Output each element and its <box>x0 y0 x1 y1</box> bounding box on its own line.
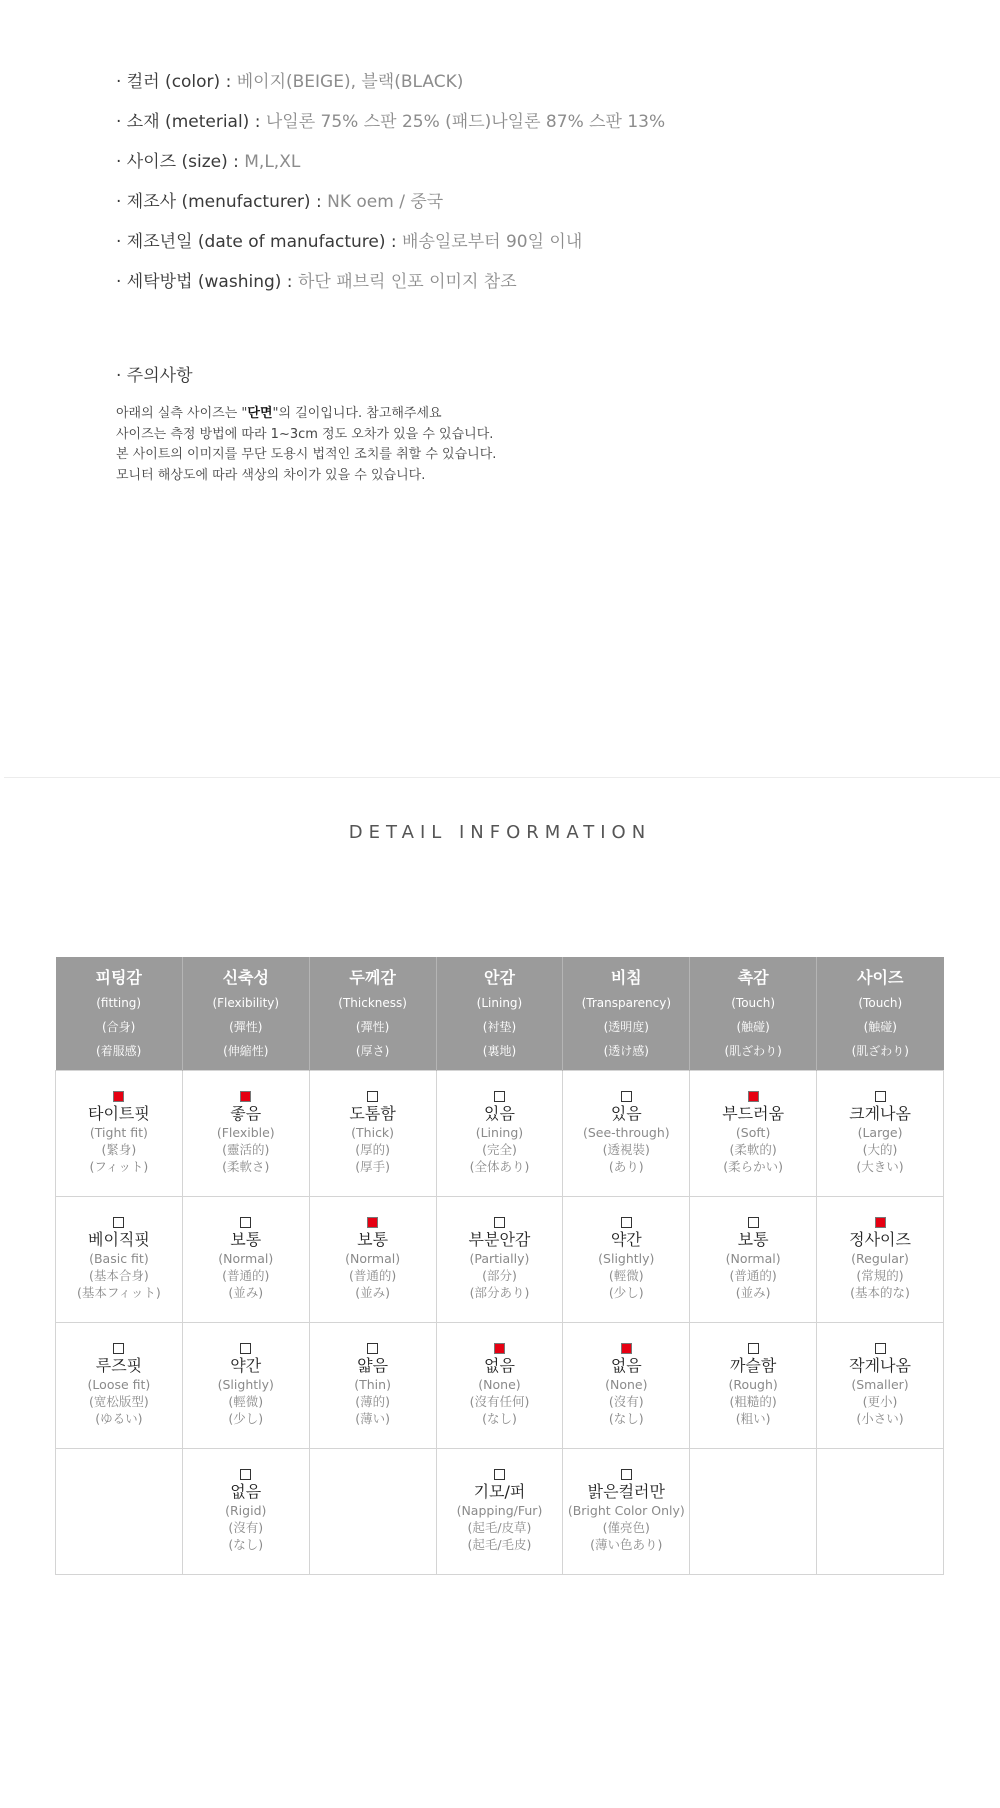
option-main-label: 기모/퍼 <box>473 1481 526 1501</box>
header-en-label: (fitting) <box>96 996 142 1011</box>
detail-information-title: DETAIL INFORMATION <box>348 822 652 843</box>
option-cell <box>309 1196 436 1322</box>
option-jp-label: (全体あり) <box>469 1158 530 1174</box>
option-main-label: 있음 <box>483 1103 515 1123</box>
header-jp-label: (肌ざわり) <box>724 1044 782 1059</box>
option-main-label: 도톰함 <box>349 1103 396 1123</box>
header-en-label: (Lining) <box>476 996 523 1011</box>
unchecked-box-icon <box>748 1217 759 1228</box>
checked-box-icon <box>875 1217 886 1228</box>
option-en-label: (Normal) <box>345 1250 401 1266</box>
option-jp-label: (小さい) <box>856 1410 904 1426</box>
option-jp-label: (あり) <box>608 1158 644 1174</box>
option-jp-label: (並み) <box>228 1284 264 1300</box>
option-cell <box>309 1322 436 1448</box>
notice-text: "의 길이입니다. 참고해주세요 <box>272 406 442 421</box>
option-en-label: (Regular) <box>851 1250 909 1266</box>
header-jp-label: (透け感) <box>603 1044 649 1059</box>
option-main-label: 좋음 <box>230 1103 262 1123</box>
option-cn-label: (緊身) <box>101 1141 137 1157</box>
option-cell <box>563 1322 690 1448</box>
spec-date-of-manufacture <box>116 230 976 270</box>
option-en-label: (None) <box>605 1376 648 1392</box>
header-main-label: 비침 <box>610 968 642 988</box>
option-cell <box>436 1196 563 1322</box>
option-jp-label: (起毛/毛皮) <box>467 1536 532 1552</box>
option-en-label: (Basic fit) <box>89 1250 149 1266</box>
table-header-cell <box>56 957 183 1070</box>
option-main-label: 정사이즈 <box>849 1229 911 1249</box>
option-cn-label: (完全) <box>482 1141 517 1157</box>
option-cell <box>690 1322 817 1448</box>
option-main-label: 없음 <box>483 1355 515 1375</box>
option-cn-label: (沒有) <box>608 1393 644 1409</box>
unchecked-box-icon <box>621 1469 632 1480</box>
unchecked-box-icon <box>621 1091 632 1102</box>
unchecked-box-icon <box>621 1217 632 1228</box>
unchecked-box-icon <box>240 1343 251 1354</box>
option-en-label: (Partially) <box>469 1250 530 1266</box>
option-cn-label: (薄的) <box>355 1393 390 1409</box>
spec-size <box>116 150 976 190</box>
option-main-label: 타이트핏 <box>88 1103 150 1123</box>
option-cn-label: (沒有任何) <box>469 1393 530 1409</box>
option-cell <box>309 1448 436 1574</box>
spec-label: · 제조년일 (date of manufacture) : <box>116 232 403 252</box>
spec-label: · 사이즈 (size) : <box>116 152 245 172</box>
option-jp-label: (大きい) <box>856 1158 904 1174</box>
spec-value: 하단 패브릭 인포 이미지 참조 <box>297 272 517 292</box>
header-en-label: (Flexibility) <box>212 996 280 1011</box>
unchecked-box-icon <box>240 1217 251 1228</box>
header-cn-label: (彈性) <box>229 1020 263 1035</box>
option-cell <box>817 1196 944 1322</box>
table-header-cell <box>817 957 944 1070</box>
option-main-label: 보통 <box>357 1229 389 1249</box>
notice-line: 본 사이트의 이미지를 무단 도용시 법적인 조치를 취할 수 있습니다. <box>116 447 497 462</box>
option-en-label: (Thin) <box>354 1376 391 1392</box>
option-cell <box>182 1322 309 1448</box>
header-cn-label: (触碰) <box>863 1020 897 1035</box>
option-cell <box>309 1070 436 1196</box>
option-jp-label: (ゆるい) <box>95 1410 143 1426</box>
option-cell <box>690 1196 817 1322</box>
table-header-cell <box>563 957 690 1070</box>
table-row <box>56 1322 944 1448</box>
option-cn-label: (更小) <box>862 1393 898 1409</box>
option-main-label: 없음 <box>230 1481 262 1501</box>
notice-line: 사이즈는 측정 방법에 따라 1~3cm 정도 오차가 있을 수 있습니다. <box>116 426 494 442</box>
option-en-label: (Tight fit) <box>89 1124 148 1140</box>
header-jp-label: (裏地) <box>482 1044 517 1059</box>
option-jp-label: (部分あり) <box>469 1284 530 1300</box>
option-main-label: 작게나옴 <box>849 1355 911 1375</box>
option-cn-label: (基本合身) <box>89 1267 149 1283</box>
option-main-label: 약간 <box>230 1355 262 1375</box>
option-cn-label: (大的) <box>862 1141 898 1157</box>
spec-material <box>116 110 976 150</box>
option-en-label: (Normal) <box>725 1250 781 1266</box>
header-jp-label: (厚さ) <box>355 1044 390 1059</box>
option-cn-label: (部分) <box>482 1267 517 1283</box>
option-jp-label: (並み) <box>735 1284 771 1300</box>
spec-value: NK oem / 중국 <box>327 192 444 212</box>
header-main-label: 신축성 <box>222 968 269 988</box>
option-en-label: (Loose fit) <box>87 1376 151 1392</box>
header-cn-label: (彈性) <box>355 1020 390 1035</box>
table-body <box>56 1070 944 1574</box>
option-cn-label: (常規的) <box>856 1267 904 1283</box>
option-main-label: 크게나옴 <box>849 1103 911 1123</box>
unchecked-box-icon <box>494 1469 505 1480</box>
header-en-label: (Thickness) <box>338 996 407 1011</box>
option-en-label: (Slightly) <box>217 1376 274 1392</box>
option-jp-label: (柔軟さ) <box>222 1158 270 1174</box>
option-main-label: 약간 <box>610 1229 642 1249</box>
option-en-label: (Flexible) <box>216 1124 275 1140</box>
unchecked-box-icon <box>875 1343 886 1354</box>
option-main-label: 없음 <box>610 1355 642 1375</box>
table-row <box>56 1070 944 1196</box>
header-jp-label: (肌ざわり) <box>851 1044 909 1059</box>
option-main-label: 보통 <box>737 1229 769 1249</box>
option-jp-label: (フィット) <box>89 1158 149 1174</box>
table-row <box>56 1448 944 1574</box>
checked-box-icon <box>621 1343 632 1354</box>
option-main-label: 밝은컬러만 <box>587 1481 665 1501</box>
option-en-label: (Bright Color Only) <box>567 1502 685 1518</box>
option-jp-label: (薄い色あり) <box>590 1536 663 1552</box>
option-cell <box>817 1070 944 1196</box>
option-cell <box>817 1448 944 1574</box>
option-jp-label: (なし) <box>228 1536 264 1552</box>
option-cell <box>690 1070 817 1196</box>
option-cell <box>56 1196 183 1322</box>
header-main-label: 안감 <box>483 968 515 988</box>
detail-information-table <box>55 957 944 1575</box>
notice-line: 모니터 해상도에 따라 색상의 차이가 있을 수 있습니다. <box>116 467 426 483</box>
option-cell <box>563 1196 690 1322</box>
option-main-label: 있음 <box>610 1103 642 1123</box>
option-en-label: (Napping/Fur) <box>456 1502 543 1518</box>
option-jp-label: (薄い) <box>355 1410 390 1426</box>
option-jp-label: (基本的な) <box>850 1284 910 1300</box>
option-cn-label: (沒有) <box>228 1519 264 1535</box>
option-jp-label: (並み) <box>355 1284 390 1300</box>
option-cell <box>56 1070 183 1196</box>
spec-value: M,L,XL <box>244 152 301 172</box>
header-cn-label: (合身) <box>101 1020 136 1035</box>
spec-label: · 컬러 (color) : <box>116 72 237 92</box>
spec-value: 나일론 75% 스판 25% (패드)나일론 87% 스판 13% <box>265 112 666 132</box>
option-cell <box>56 1322 183 1448</box>
unchecked-box-icon <box>367 1343 378 1354</box>
header-jp-label: (着服感) <box>95 1044 142 1059</box>
option-jp-label: (なし) <box>482 1410 517 1426</box>
notice-section <box>116 364 976 486</box>
unchecked-box-icon <box>875 1091 886 1102</box>
option-jp-label: (少し) <box>228 1410 264 1426</box>
option-cn-label: (透視裝) <box>602 1141 650 1157</box>
unchecked-box-icon <box>494 1217 505 1228</box>
spec-washing <box>116 270 976 310</box>
option-main-label: 부분안감 <box>468 1229 531 1249</box>
option-cell <box>436 1322 563 1448</box>
option-cn-label: (柔軟的) <box>729 1141 777 1157</box>
table-header-cell <box>690 957 817 1070</box>
header-cn-label: (触碰) <box>736 1020 770 1035</box>
option-jp-label: (基本フィット) <box>77 1284 161 1300</box>
checked-box-icon <box>240 1091 251 1102</box>
unchecked-box-icon <box>367 1091 378 1102</box>
header-main-label: 촉감 <box>737 968 769 988</box>
header-en-label: (Touch) <box>731 996 776 1011</box>
option-cn-label: (普通的) <box>348 1267 397 1283</box>
notice-emphasis: 단면 <box>247 406 273 421</box>
option-cell <box>436 1070 563 1196</box>
option-cn-label: (宽松版型) <box>89 1393 149 1409</box>
notice-line <box>116 404 976 425</box>
spec-label: · 소재 (meterial) : <box>116 112 266 132</box>
option-en-label: (Normal) <box>218 1250 274 1266</box>
option-jp-label: (厚手) <box>355 1158 390 1174</box>
option-en-label: (Soft) <box>735 1124 771 1140</box>
spec-manufacturer <box>116 190 976 230</box>
option-cell <box>563 1448 690 1574</box>
checked-box-icon <box>748 1091 759 1102</box>
option-jp-label: (粗い) <box>735 1410 771 1426</box>
option-cell <box>690 1448 817 1574</box>
unchecked-box-icon <box>748 1343 759 1354</box>
spec-label: · 세탁방법 (washing) : <box>116 272 298 292</box>
table-header-cell <box>309 957 436 1070</box>
unchecked-box-icon <box>240 1469 251 1480</box>
option-en-label: (Rough) <box>728 1376 778 1392</box>
option-cell <box>817 1322 944 1448</box>
option-en-label: (Rigid) <box>225 1502 267 1518</box>
option-en-label: (None) <box>478 1376 521 1392</box>
option-en-label: (Slightly) <box>598 1250 655 1266</box>
spec-value: 배송일로부터 90일 이내 <box>402 232 583 252</box>
product-specs <box>116 70 976 310</box>
option-main-label: 보통 <box>230 1229 262 1249</box>
table-header-cell <box>436 957 563 1070</box>
option-cn-label: (起毛/皮草) <box>467 1519 532 1535</box>
table-header-row <box>56 957 944 1070</box>
option-cell <box>182 1070 309 1196</box>
option-cell <box>563 1070 690 1196</box>
option-jp-label: (なし) <box>608 1410 644 1426</box>
option-cn-label: (粗糙的) <box>729 1393 777 1409</box>
option-main-label: 베이직핏 <box>88 1229 150 1249</box>
option-main-label: 부드러움 <box>722 1103 785 1123</box>
option-en-label: (Thick) <box>351 1124 395 1140</box>
header-jp-label: (伸縮性) <box>223 1044 269 1059</box>
option-cn-label: (靈活的) <box>222 1141 270 1157</box>
option-cn-label: (僅亮色) <box>602 1519 650 1535</box>
option-jp-label: (柔らかい) <box>723 1158 784 1174</box>
option-cell <box>436 1448 563 1574</box>
table-header-cell <box>182 957 309 1070</box>
option-main-label: 루즈핏 <box>95 1355 143 1375</box>
checked-box-icon <box>494 1343 505 1354</box>
option-en-label: (Smaller) <box>851 1376 909 1392</box>
header-en-label: (Transparency) <box>581 996 671 1011</box>
option-cn-label: (普通的) <box>222 1267 270 1283</box>
unchecked-box-icon <box>113 1217 124 1228</box>
header-main-label: 사이즈 <box>857 968 904 988</box>
option-cell <box>182 1448 309 1574</box>
table-row <box>56 1196 944 1322</box>
header-cn-label: (衬垫) <box>482 1020 517 1035</box>
option-cn-label: (輕微) <box>608 1267 644 1283</box>
option-en-label: (Lining) <box>475 1124 524 1140</box>
spec-value: 베이지(BEIGE), 블랙(BLACK) <box>236 72 464 92</box>
header-en-label: (Touch) <box>858 996 903 1011</box>
option-en-label: (See-through) <box>582 1124 670 1140</box>
checked-box-icon <box>367 1217 378 1228</box>
option-en-label: (Large) <box>857 1124 903 1140</box>
spec-color <box>116 70 976 110</box>
option-cn-label: (厚的) <box>355 1141 390 1157</box>
spec-label: · 제조사 (menufacturer) : <box>116 192 328 212</box>
option-cell <box>56 1448 183 1574</box>
option-jp-label: (少し) <box>608 1284 644 1300</box>
checked-box-icon <box>113 1091 124 1102</box>
header-main-label: 피팅감 <box>95 968 142 988</box>
unchecked-box-icon <box>113 1343 124 1354</box>
notice-text: 아래의 실측 사이즈는 " <box>116 406 248 421</box>
unchecked-box-icon <box>494 1091 505 1102</box>
option-main-label: 까슬함 <box>729 1355 777 1375</box>
header-cn-label: (透明度) <box>603 1020 649 1035</box>
header-main-label: 두께감 <box>349 968 396 988</box>
option-main-label: 얇음 <box>357 1355 389 1375</box>
notice-title: · 주의사항 <box>116 366 193 386</box>
option-cn-label: (普通的) <box>729 1267 777 1283</box>
section-divider <box>4 777 1000 778</box>
option-cell <box>182 1196 309 1322</box>
option-cn-label: (輕微) <box>228 1393 264 1409</box>
